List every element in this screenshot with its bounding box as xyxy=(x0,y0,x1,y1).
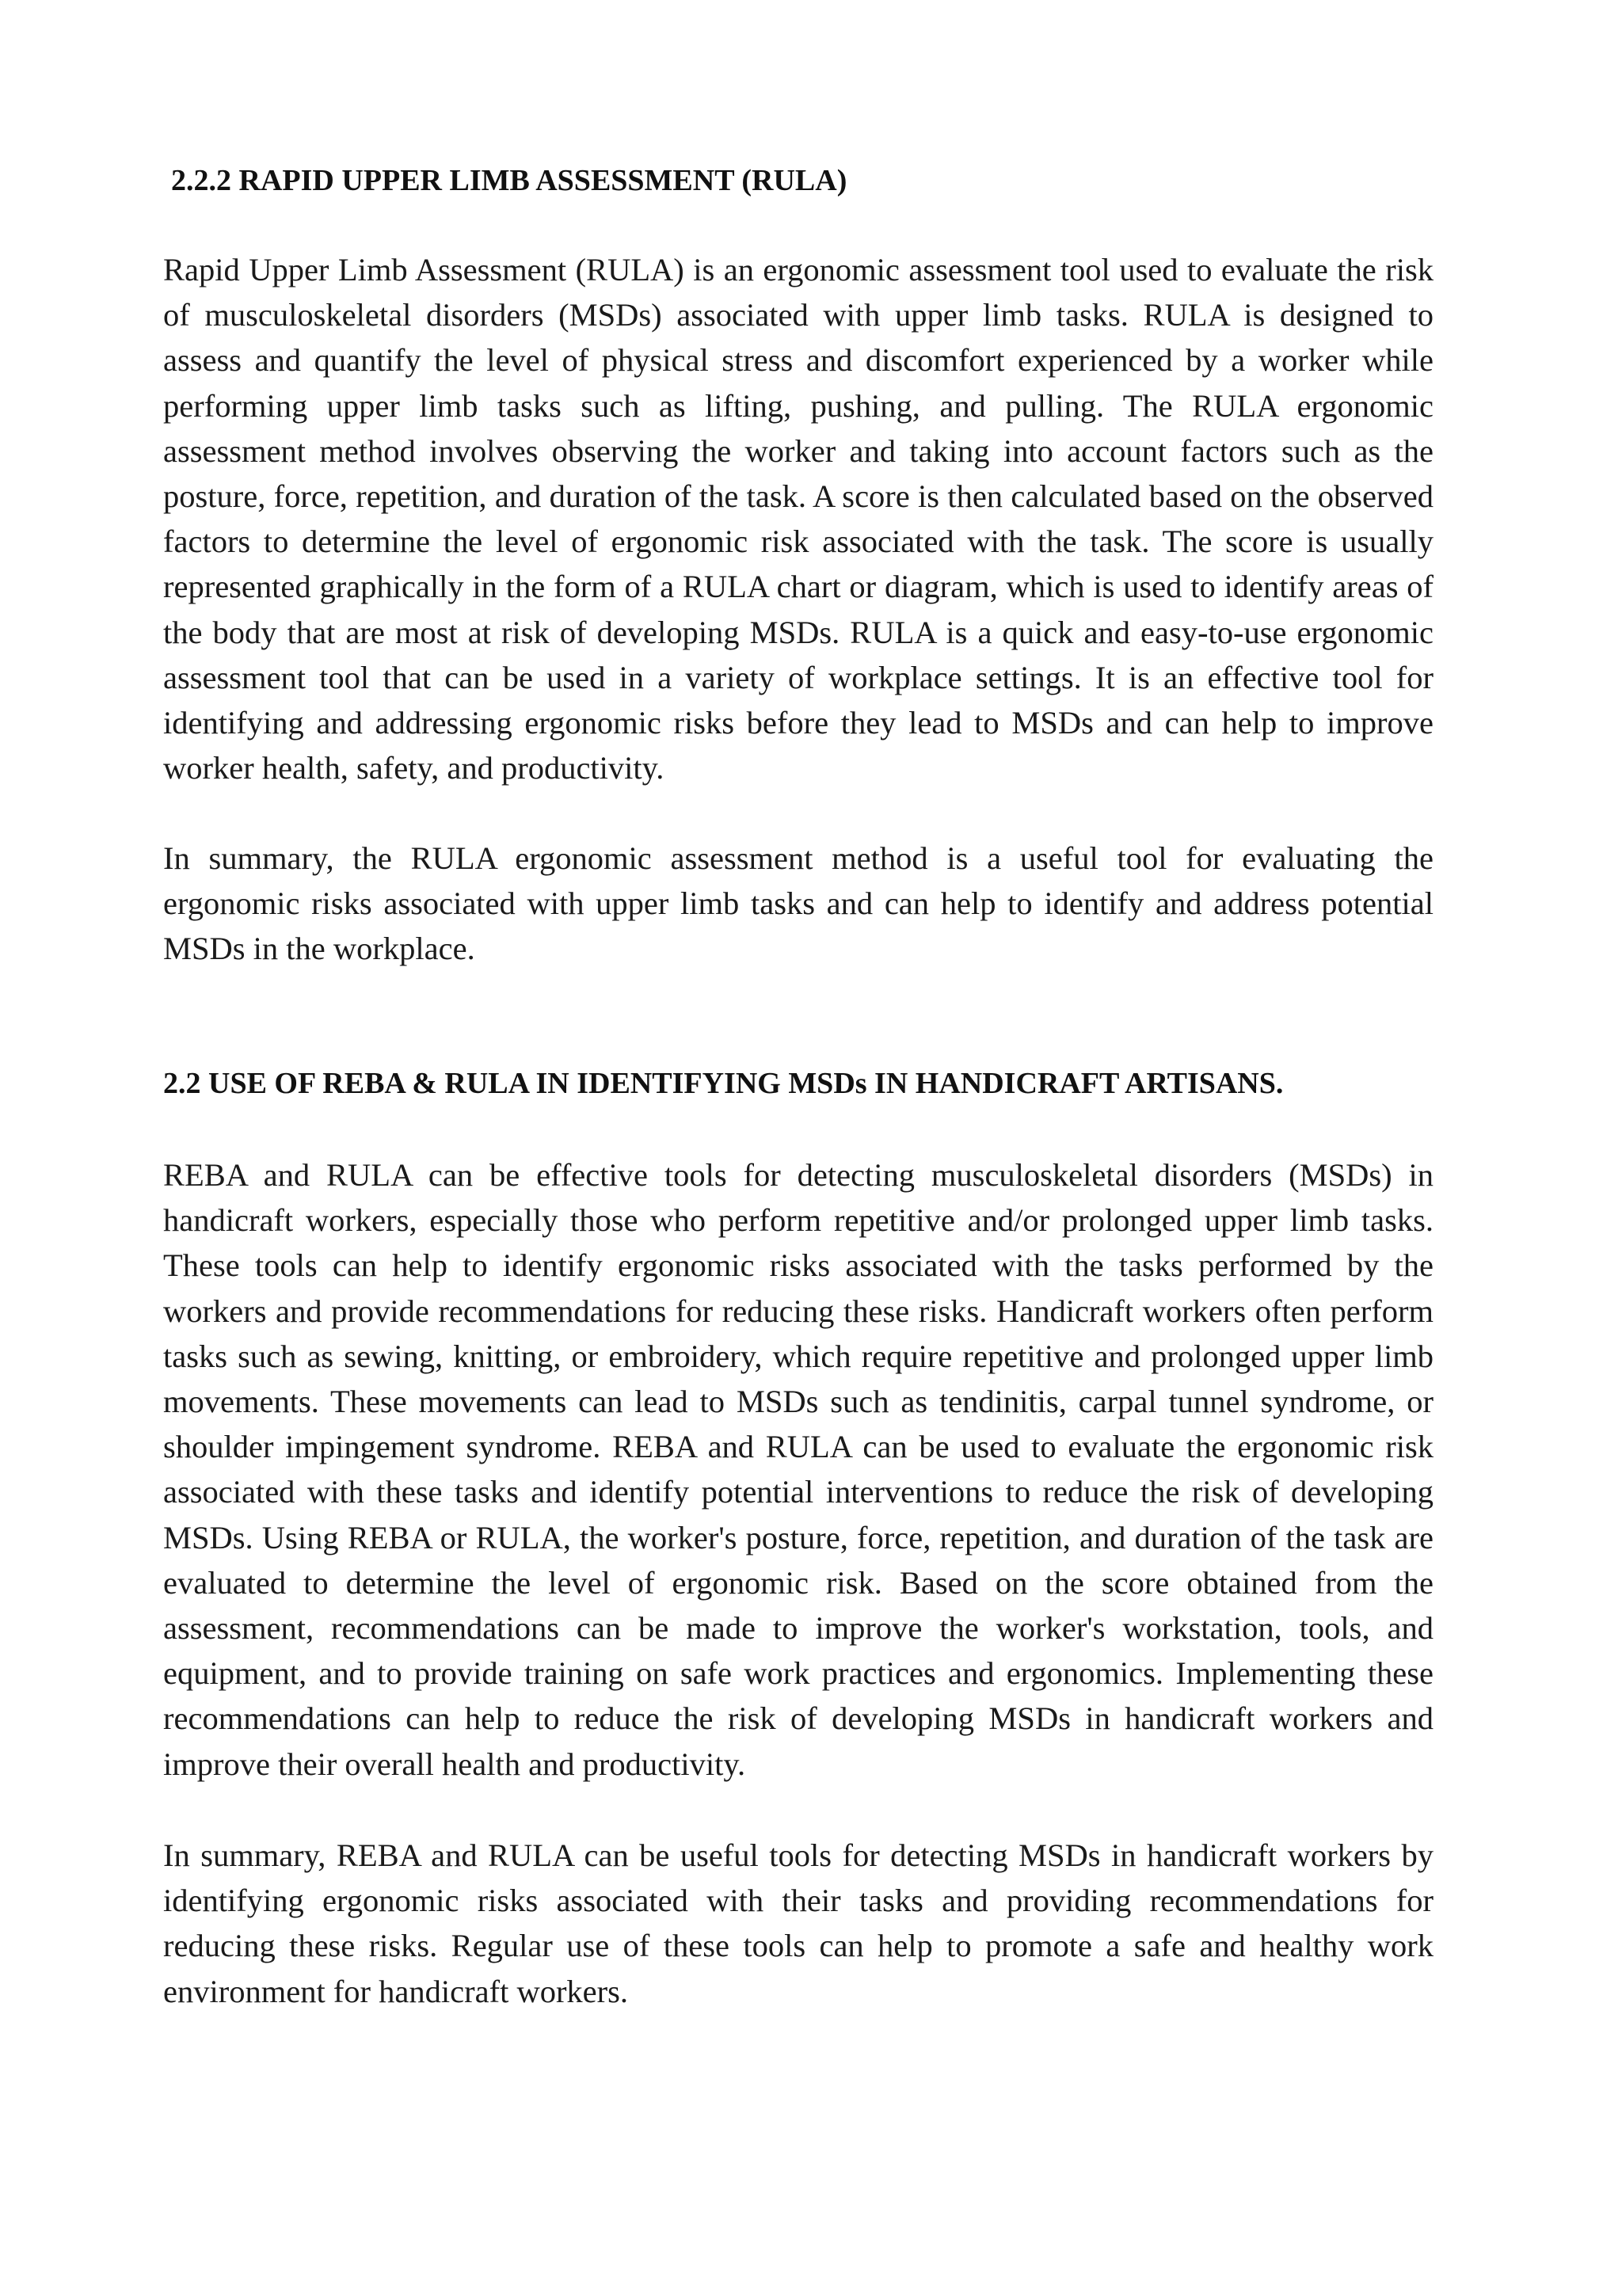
section-heading-reba-rula: 2.2 USE OF REBA & RULA IN IDENTIFYING MSDs IN HANDICRAFT ARTISANS. xyxy=(163,1067,1284,1100)
paragraph-rula-summary: In summary, the RULA ergonomic assessment method is a useful tool for evaluating the ergonomic risks associated with upper limb tasks and can help to identify and address potential MSDs in the workplace. xyxy=(163,840,1434,967)
paragraph-reba-rula-summary: In summary, REBA and RULA can be useful tools for detecting MSDs in handicraft workers by identifying ergonomic risks associated with their tasks and providing recommendations for reducing these risks. Regular use of these tools can help to promote a safe and healthy work environment for handicraft workers. xyxy=(163,1837,1434,2009)
paragraph-rula-description: Rapid Upper Limb Assessment (RULA) is an ergonomic assessment tool used to evaluate the risk of musculoskeletal disorders (MSDs) associated with upper limb tasks. RULA is designed to assess and quantify the level of physical stress and discomfort experienced by a worker while performing upper limb tasks such as lifting, pushing, and pulling. The RULA ergonomic assessment method involves observing the worker and taking into account factors such as the posture, force, repetition, and duration of the task. A score is then calculated based on the observed factors to determine the level of ergonomic risk associated with the task. The score is usually represented graphically in the form of a RULA chart or diagram, which is used to identify areas of the body that are most at risk of developing MSDs. RULA is a quick and easy-to-use ergonomic assessment tool that can be used in a variety of workplace settings. It is an effective tool for identifying and addressing ergonomic risks before they lead to MSDs and can help to improve worker health, safety, and productivity. xyxy=(163,252,1434,786)
section-heading-rula: 2.2.2 RAPID UPPER LIMB ASSESSMENT (RULA) xyxy=(171,164,847,197)
paragraph-reba-rula-description: REBA and RULA can be effective tools for detecting musculoskeletal disorders (MSDs) in handicraft workers, especially those who perform repetitive and/or prolonged upper limb tasks. These tools can help to identify ergonomic risks associated with the tasks performed by the workers and provide recommendations for reducing these risks. Handicraft workers often perform tasks such as sewing, knitting, or embroidery, which require repetitive and prolonged upper limb movements. These movements can lead to MSDs such as tendinitis, carpal tunnel syndrome, or shoulder impingement syndrome. REBA and RULA can be used to evaluate the ergonomic risk associated with these tasks and identify potential interventions to reduce the risk of developing MSDs. Using REBA or RULA, the worker's posture, force, repetition, and duration of the task are evaluated to determine the level of ergonomic risk. Based on the score obtained from the assessment, recommendations can be made to improve the worker's workstation, tools, and equipment, and to provide training on safe work practices and ergonomics. Implementing these recommendations can help to reduce the risk of developing MSDs in handicraft workers and improve their overall health and productivity. xyxy=(163,1157,1434,1782)
